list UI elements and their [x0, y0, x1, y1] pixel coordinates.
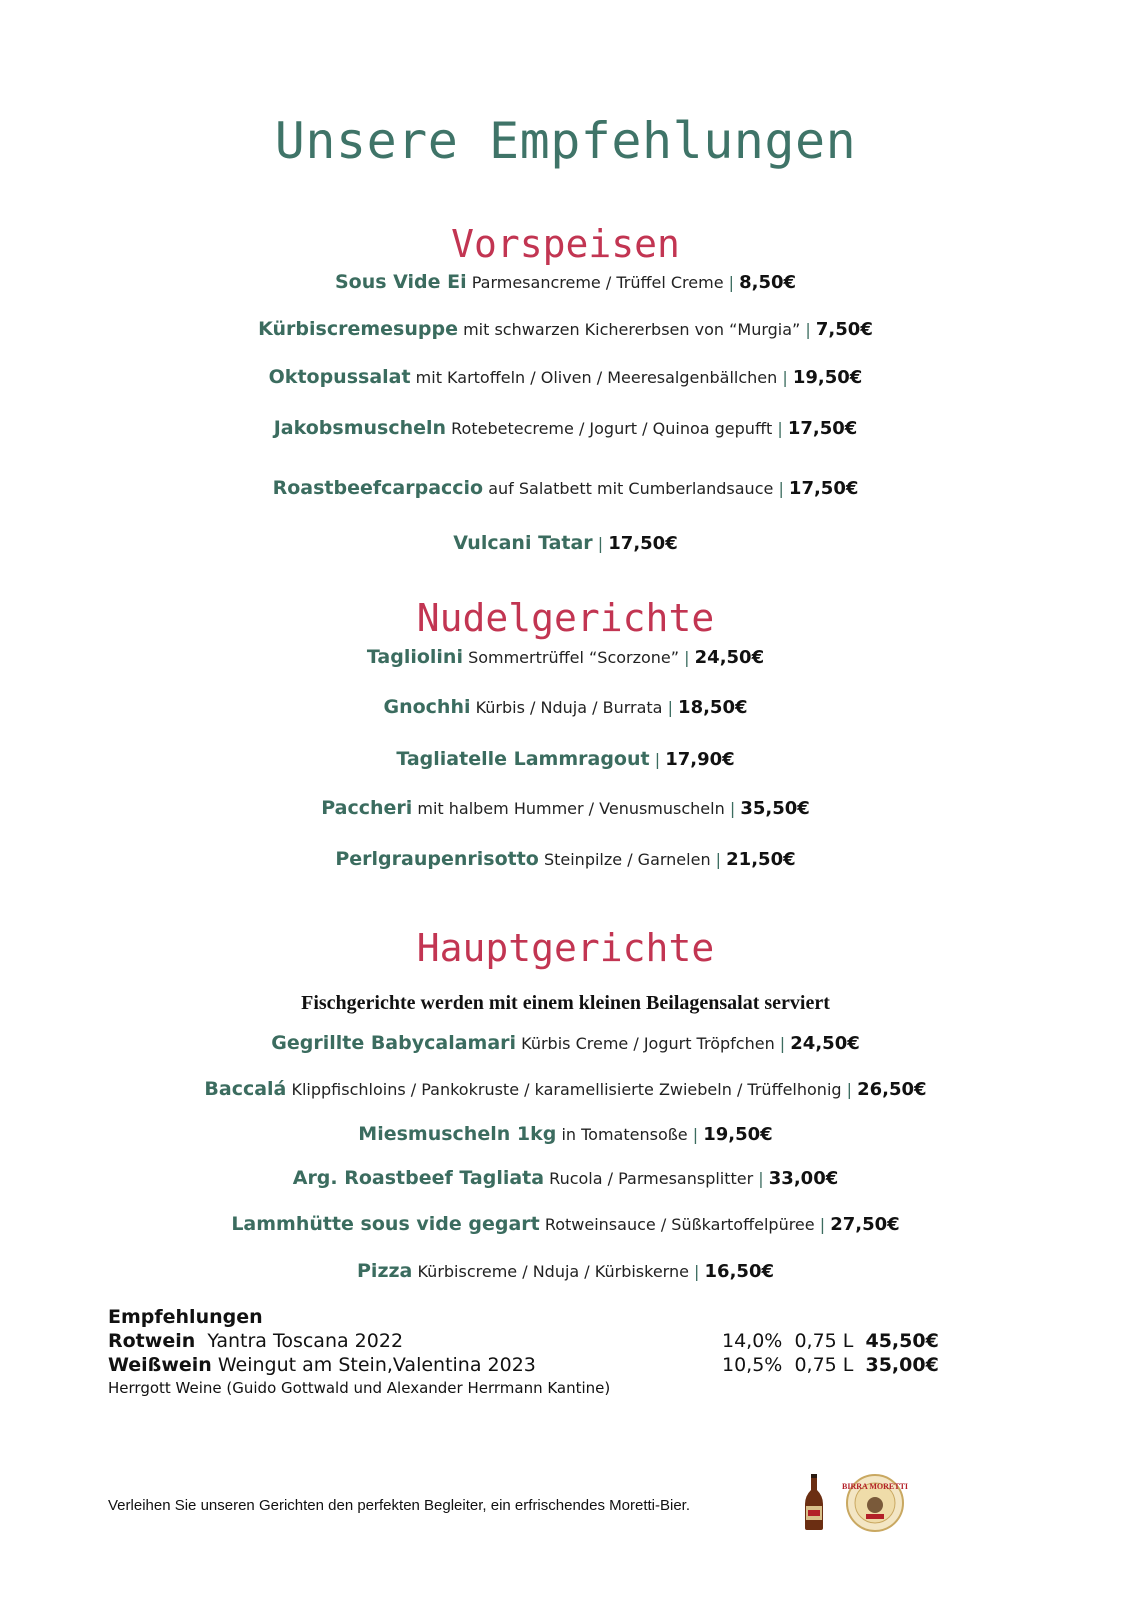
section-note: Fischgerichte werden mit einem kleinen Beilagensalat serviert	[301, 992, 830, 1014]
wine-note: Herrgott Weine (Guido Gottwald und Alexander Herrmann Kantine)	[108, 1379, 611, 1397]
dish-name: Jakobsmuscheln	[273, 417, 447, 439]
dish-description: Rotweinsauce / Süßkartoffelpüree	[544, 1215, 815, 1234]
menu-item	[0, 696, 1131, 718]
dish-name: Baccalá	[204, 1078, 287, 1100]
dish-price: 35,50€	[740, 798, 810, 819]
dish-description: mit Kartoffeln / Oliven / Meeresalgenbällchen	[415, 368, 778, 387]
separator: |	[692, 1125, 699, 1144]
dish-name: Lammhütte sous vide gegart	[231, 1213, 540, 1235]
dish-name: Roastbeefcarpaccio	[272, 477, 484, 499]
separator: |	[694, 1262, 700, 1281]
dish-price: 27,50€	[830, 1214, 900, 1235]
menu-item	[0, 366, 1131, 388]
dish-price: 24,50€	[790, 1033, 860, 1054]
dish-price: 16,50€	[704, 1261, 774, 1282]
beer-bottle-icon	[802, 1474, 826, 1530]
separator: |	[654, 750, 661, 769]
wine-white	[108, 1354, 536, 1376]
dish-name: Vulcani Tatar	[453, 532, 593, 554]
dish-name: Sous Vide Ei	[334, 271, 467, 293]
separator: |	[777, 419, 783, 438]
dish-name: Kürbiscremesuppe	[258, 318, 458, 340]
wine-price: 35,00€	[865, 1354, 939, 1376]
dish-description: Rucola / Parmesansplitter	[549, 1169, 754, 1188]
dish-description: in Tomatensoße	[561, 1125, 688, 1144]
section-heading-hauptgerichte: Hauptgerichte	[416, 926, 715, 970]
dish-description: Rotebetecreme / Jogurt / Quinoa gepufft	[451, 419, 773, 438]
dish-price: 26,50€	[857, 1079, 927, 1100]
wine-price: 45,50€	[865, 1330, 939, 1352]
dish-price: 18,50€	[678, 697, 748, 718]
dish-price: 17,50€	[787, 418, 858, 439]
separator: |	[819, 1215, 826, 1234]
dish-name: Gegrillte Babycalamari	[271, 1032, 517, 1054]
menu-item	[0, 848, 1131, 870]
wine-label: Rotwein	[108, 1330, 196, 1352]
menu-item	[0, 646, 1131, 668]
dish-description: Kürbis / Nduja / Burrata	[475, 698, 663, 717]
dish-price: 21,50€	[726, 849, 796, 870]
menu-item	[0, 1167, 1131, 1189]
wine-name: Weingut am Stein,Valentina 2023	[217, 1354, 536, 1376]
menu-item	[0, 1213, 1131, 1235]
menu-item	[0, 1078, 1131, 1100]
separator: |	[667, 698, 673, 717]
separator: |	[715, 850, 722, 869]
dish-name: Miesmuscheln 1kg	[358, 1123, 557, 1145]
dish-name: Tagliatelle Lammragout	[396, 748, 650, 770]
section-heading-nudelgerichte: Nudelgerichte	[416, 596, 715, 640]
menu-item	[0, 318, 1131, 340]
separator: |	[846, 1080, 853, 1099]
separator: |	[684, 648, 690, 667]
menu-item	[0, 797, 1131, 819]
dish-price: 24,50€	[694, 647, 765, 668]
menu-item	[0, 1032, 1131, 1054]
menu-item	[0, 1260, 1131, 1282]
dish-name: Pizza	[357, 1260, 413, 1282]
menu-item	[0, 477, 1131, 499]
menu-item	[0, 417, 1131, 439]
dish-price: 7,50€	[815, 319, 873, 340]
dish-description: Kürbis Creme / Jogurt Tröpfchen	[521, 1034, 775, 1053]
wine-white-details	[722, 1354, 939, 1376]
dish-description: Sommertrüffel “Scorzone”	[468, 648, 680, 667]
separator: |	[758, 1169, 764, 1188]
menu-item	[0, 748, 1131, 770]
dish-price: 33,00€	[768, 1168, 839, 1189]
separator: |	[805, 320, 811, 339]
menu-item	[0, 1123, 1131, 1145]
menu-item	[0, 271, 1131, 293]
footer-text: Verleihen Sie unseren Gerichten den perfekten Begleiter, ein erfrischendes Moretti-Bier.	[108, 1497, 690, 1514]
dish-name: Oktopussalat	[268, 366, 411, 388]
separator: |	[597, 534, 604, 553]
wine-abv: 14,0%	[722, 1330, 783, 1352]
dish-price: 17,50€	[608, 533, 678, 554]
menu-item	[0, 532, 1131, 554]
dish-price: 8,50€	[739, 272, 797, 293]
dish-description: auf Salatbett mit Cumberlandsauce	[488, 479, 774, 498]
dish-price: 17,50€	[788, 478, 859, 499]
separator: |	[729, 799, 736, 818]
dish-name: Perlgraupenrisotto	[335, 848, 539, 870]
wine-red-details	[722, 1330, 939, 1352]
wine-heading: Empfehlungen	[108, 1306, 263, 1328]
dish-name: Arg. Roastbeef Tagliata	[292, 1167, 545, 1189]
section-heading-vorspeisen: Vorspeisen	[451, 222, 680, 266]
dish-description: Steinpilze / Garnelen	[543, 850, 711, 869]
dish-price: 19,50€	[792, 367, 863, 388]
wine-name: Yantra Toscana 2022	[207, 1330, 404, 1352]
wine-volume: 0,75 L	[794, 1354, 854, 1376]
dish-description: mit schwarzen Kichererbsen von “Murgia”	[463, 320, 801, 339]
separator: |	[779, 1034, 786, 1053]
dish-name: Paccheri	[321, 797, 413, 819]
wine-abv: 10,5%	[722, 1354, 783, 1376]
dish-name: Gnochhi	[383, 696, 471, 718]
dish-description: mit halbem Hummer / Venusmuscheln	[417, 799, 725, 818]
separator: |	[778, 479, 784, 498]
dish-description: Kürbiscreme / Nduja / Kürbiskerne	[417, 1262, 689, 1281]
logo-text: BIRRA MORETTI	[841, 1482, 909, 1491]
birra-moretti-logo	[841, 1474, 909, 1532]
page-title: Unsere Empfehlungen	[274, 112, 857, 170]
dish-price: 17,90€	[665, 749, 735, 770]
dish-name: Tagliolini	[366, 646, 463, 668]
separator: |	[782, 368, 788, 387]
separator: |	[728, 273, 735, 292]
dish-price: 19,50€	[703, 1124, 773, 1145]
dish-description: Klippfischloins / Pankokruste / karamellisierte Zwiebeln / Trüffelhonig	[291, 1080, 842, 1099]
wine-label: Weißwein	[108, 1354, 212, 1376]
dish-description: Parmesancreme / Trüffel Creme	[471, 273, 724, 292]
wine-volume: 0,75 L	[794, 1330, 854, 1352]
wine-red	[108, 1330, 403, 1352]
